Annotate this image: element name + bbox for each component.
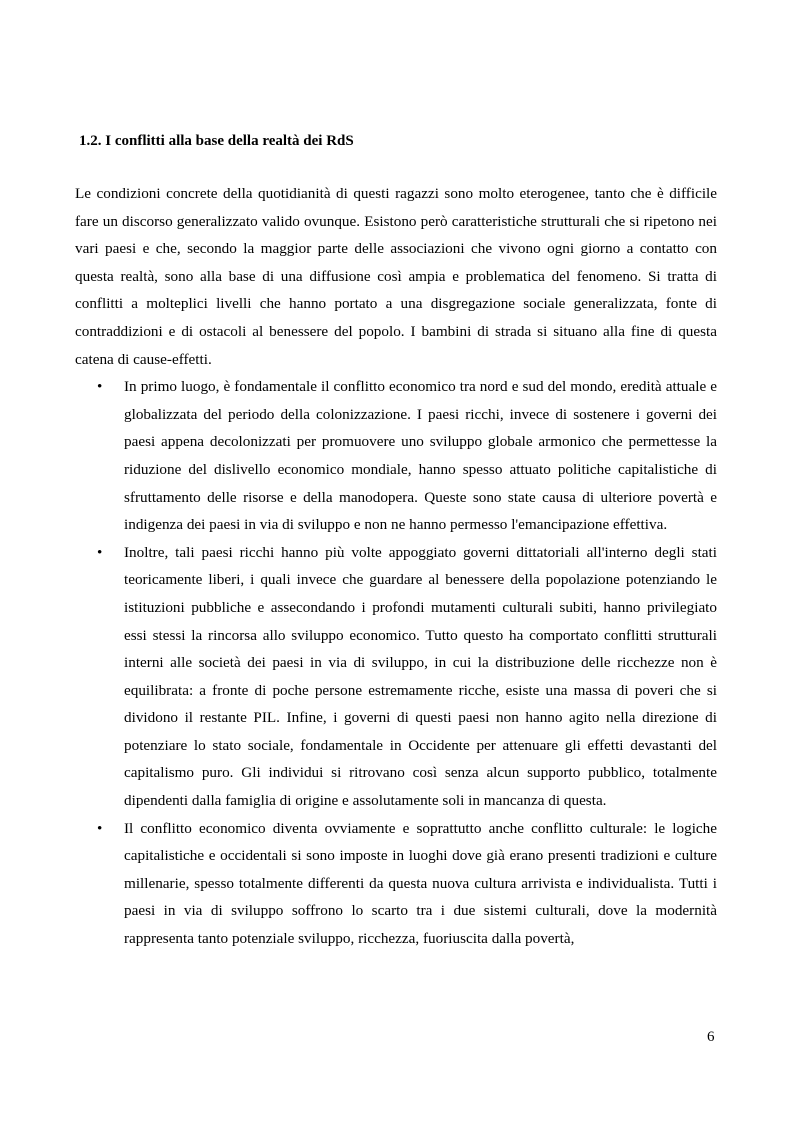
bullet-icon: • [97, 819, 103, 837]
section-heading: 1.2. I conflitti alla base della realtà dei RdS [79, 133, 354, 149]
list-item-text: In primo luogo, è fondamentale il conflitto economico tra nord e sud del mondo, eredità attuale e globalizzata del periodo della colonizzazione. I paesi ricchi, invece di sostenere i governi dei paesi appena decolonizzati per promuovere uno sviluppo globale armonico che permettesse la riduzione del dislivello economico mondiale, hanno spesso attuato politiche capitalistiche di sfruttamento delle risorse e della manodopera. Queste sono state causa di ulteriore povertà e indigenza dei paesi in via di sviluppo e non ne hanno permesso l'emancipazione effettiva. [124, 378, 717, 534]
bullet-icon: • [97, 378, 103, 396]
list-item [75, 373, 717, 539]
bullet-list [75, 373, 717, 952]
list-item-text: Inoltre, tali paesi ricchi hanno più volte appoggiato governi dittatoriali all'interno degli stati teoricamente liberi, i quali invece che guardare al benessere della popolazione potenziando le istituzioni pubbliche e assecondando i profondi mutamenti culturali subiti, hanno privilegiato essi stessi la rincorsa allo sviluppo economico. Tutto questo ha comportato conflitti strutturali interni alle società dei paesi in via di sviluppo, in cui la distribuzione delle ricchezze non è equilibrata: a fronte di poche persone estremamente ricche, esiste una massa di poveri che si dividono il restante PIL. Infine, i governi di questi paesi non hanno agito nella direzione di potenziare lo stato sociale, fondamentale in Occidente per attenuare gli effetti devastanti del capitalismo puro. Gli individui si ritrovano così senza alcun supporto pubblico, totalmente dipendenti dalla famiglia di origine e assolutamente soli in mancanza di questa. [124, 543, 717, 810]
intro-paragraph: Le condizioni concrete della quotidianità di questi ragazzi sono molto eterogenee, tanto che è difficile fare un discorso generalizzato valido ovunque. Esistono però caratteristiche strutturali che si ripetono nei vari paesi e che, secondo la maggior parte delle associazioni che vivono ogni giorno a contatto con questa realtà, sono alla base di una diffusione così ampia e problematica del fenomeno. Si tratta di conflitti a molteplici livelli che hanno portato a una disgregazione sociale generalizzata, fonte di contraddizioni e di ostacoli al benessere del popolo. I bambini di strada si situano alla fine di questa catena di cause-effetti. [75, 185, 717, 368]
body-text [75, 180, 717, 953]
list-item [75, 815, 717, 953]
list-item [75, 539, 717, 815]
list-item-text: Il conflitto economico diventa ovviamente e soprattutto anche conflitto culturale: le logiche capitalistiche e occidentali si sono imposte in luoghi dove già erano presenti tradizioni e culture millenarie, spesso totalmente differenti da questa nuova cultura arrivista e individualista. Tutti i paesi in via di sviluppo soffrono lo scarto tra i due sistemi culturali, dove la modernità rappresenta tanto potenziale sviluppo, ricchezza, fuoriuscita dalla povertà, [124, 819, 717, 948]
bullet-icon: • [97, 543, 103, 561]
page-number: 6 [707, 1029, 715, 1045]
